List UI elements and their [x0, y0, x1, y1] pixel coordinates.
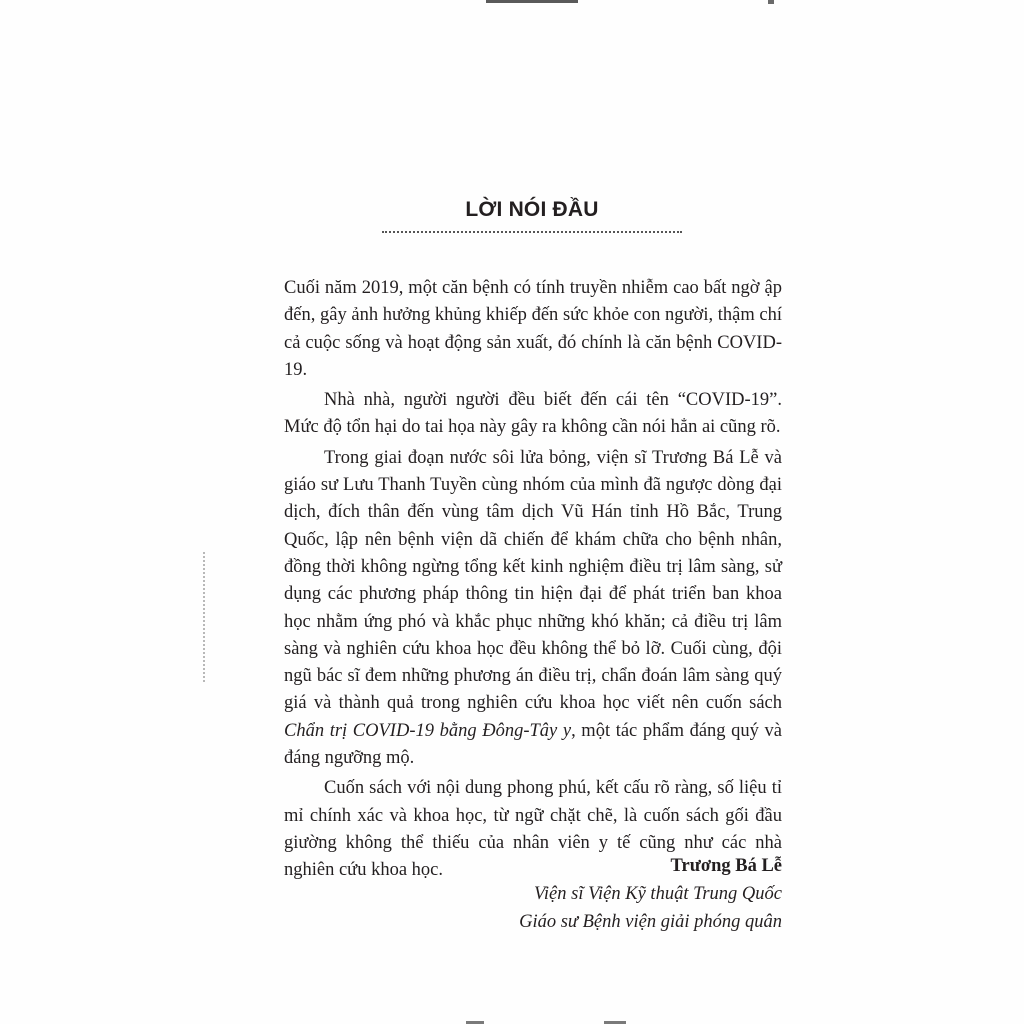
preface-body [284, 275, 782, 885]
paragraph-2: Nhà nhà, người người đều biết đến cái tên “COVID-19”. Mức độ tổn hại do tai họa này gây ra không cần nói hẳn ai cũng rõ. [284, 390, 782, 438]
paragraph-3-text: Trong giai đoạn nước sôi lửa bỏng, viện sĩ Trương Bá Lễ và giáo sư Lưu Thanh Tuyền cùng nhóm của mình đã ngược dòng đại dịch, đích thân đến vùng tâm dịch Vũ Hán tỉnh Hồ Bắc, Trung Quốc, lập nên bệnh viện dã chiến để khám chữa cho bệnh nhân, đồng thời không ngừng tổng kết kinh nghiệm điều trị lâm sàng, sử dụng các phương pháp thông tin hiện đại để phát triển ban khoa học nhằm ứng phó và khắc phục những khó khăn; cả điều trị lâm sàng và nghiên cứu khoa học đều không thể bỏ lỡ. Cuối cùng, đội ngũ bác sĩ đem những phương án điều trị, chẩn đoán lâm sàng quý giá và thành quả trong nghiên cứu khoa học viết nên cuốn sách [284, 447, 782, 714]
scan-gutter-mark [203, 552, 207, 682]
paragraph-3 [284, 445, 782, 773]
scan-edge-mark [768, 0, 774, 4]
author-title-2: Giáo sư Bệnh viện giải phóng quân [519, 912, 782, 932]
author-name: Trương Bá Lễ [670, 856, 782, 876]
title-dotted-rule [382, 231, 682, 233]
paragraph-3-end: , một tác phẩm đáng quý và đáng ngưỡng mộ. [284, 720, 782, 769]
paragraph-4: Cuốn sách với nội dung phong phú, kết cấu rõ ràng, số liệu tỉ mỉ chính xác và khoa học, từ ngữ chặt chẽ, là cuốn sách gối đầu giường không thể thiếu của nhân viên y tế cũng như các nhà nghiên cứu khoa học. [284, 778, 782, 881]
page-title: LỜI NÓI ĐẦU [465, 198, 599, 221]
signature-block [519, 852, 782, 936]
paragraph-1: Cuối năm 2019, một căn bệnh có tính truyền nhiễm cao bất ngờ ập đến, gây ảnh hưởng khủng khiếp đến sức khỏe con người, thậm chí cả cuộc sống và hoạt động sản xuất, đó chính là căn bệnh COVID-19. [284, 278, 782, 380]
author-title-1: Viện sĩ Viện Kỹ thuật Trung Quốc [533, 884, 782, 904]
scan-edge-mark [486, 0, 578, 3]
book-title: Chẩn trị COVID-19 bằng Đông-Tây y [284, 720, 572, 741]
